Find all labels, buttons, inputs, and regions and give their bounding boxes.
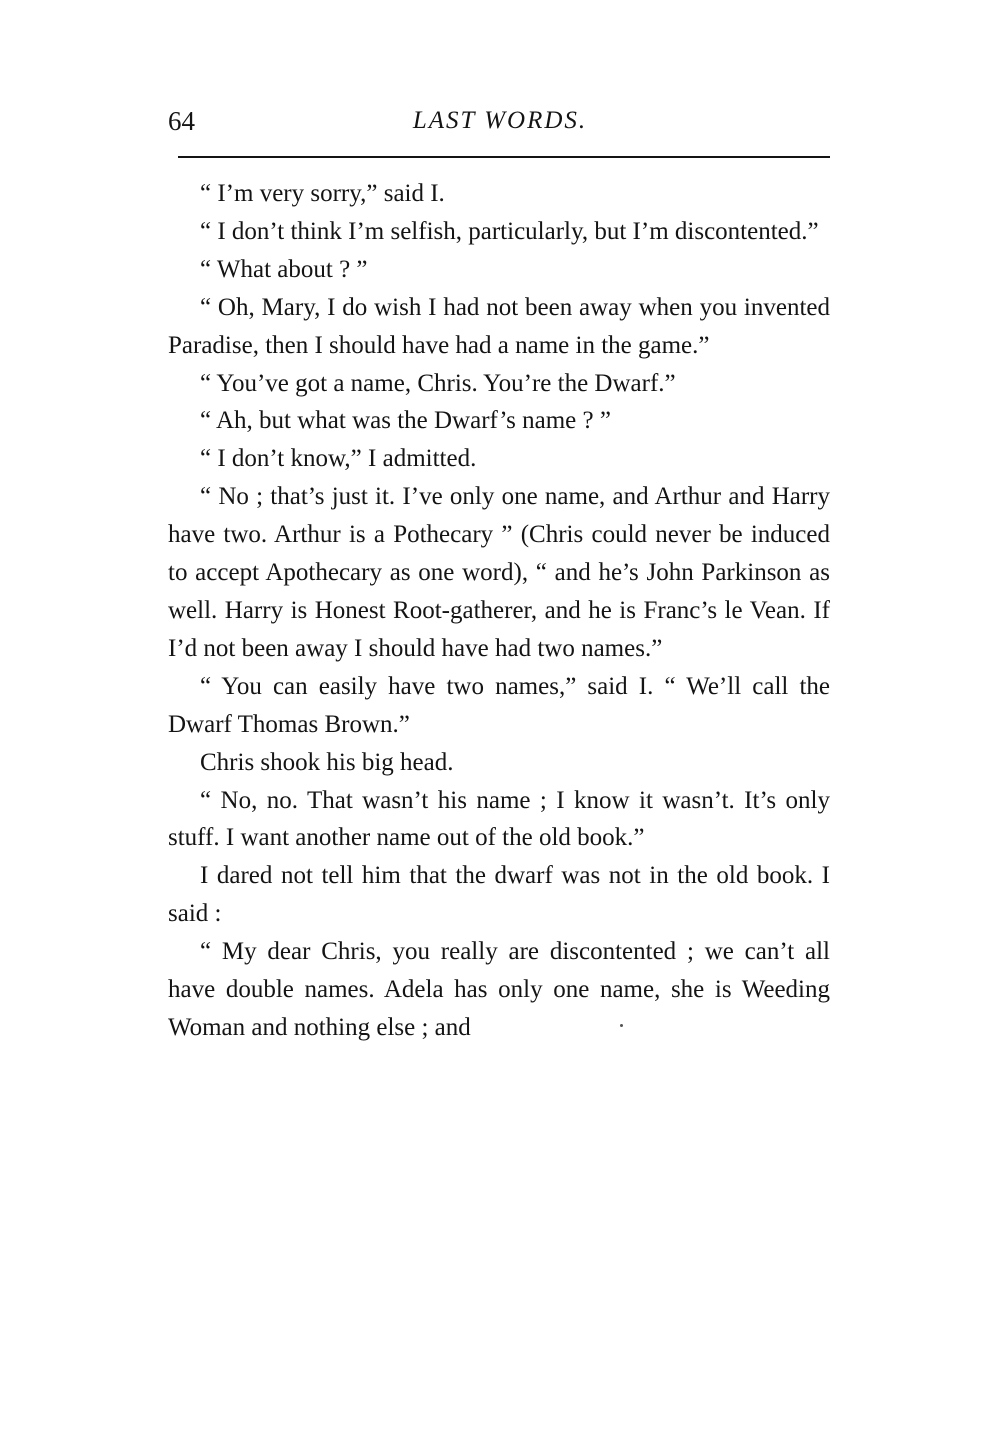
ink-speck xyxy=(620,1024,623,1027)
paragraph: “ What about ? ” xyxy=(200,255,368,283)
paragraph: “ You’ve got a name, Chris. You’re the Dwarf.” xyxy=(200,369,676,397)
paragraph: “ I’m very sorry,” said I. xyxy=(200,180,445,207)
paragraph: “ Oh, Mary, I do wish I had not been away when you invented Paradise, then I should have had a name in the game.” xyxy=(168,293,830,359)
paragraph: “ Ah, but what was the Dwarf’s name ? ” xyxy=(200,407,611,435)
paragraph: “ No ; that’s just it. I’ve only one name, and Arthur and Harry have two. Arthur is a Pothecary ” (Chris could never be induced to accept Apothecary as one word), “ and he’s John Parkinson as well. Harry is Honest Root-gatherer, and he is Franc’s le Vean. If I’d not been away I should have had two names.” xyxy=(168,483,830,662)
paragraph: “ You can easily have two names,” said I. “ We’ll call the Dwarf Thomas Brown.” xyxy=(168,672,830,738)
paragraph: “ No, no. That wasn’t his name ; I know it wasn’t. It’s only stuff. I want another name out of the old book.” xyxy=(168,786,830,852)
body-text xyxy=(168,175,830,1047)
paragraph: “ My dear Chris, you really are discontented ; we can’t all have double names. Adela has only one name, she is Weeding Woman and nothing else ; and xyxy=(168,938,830,1041)
paragraph: “ I don’t know,” I admitted. xyxy=(200,445,477,473)
running-title: LAST WORDS. xyxy=(412,107,588,134)
page-number: 64 xyxy=(168,106,195,136)
paragraph: Chris shook his big head. xyxy=(200,748,454,776)
paragraph: I dared not tell him that the dwarf was not in the old book. I said : xyxy=(168,862,830,928)
header-rule xyxy=(178,156,830,158)
paragraph: “ I don’t think I’m selfish, particularly, but I’m discontented.” xyxy=(200,217,819,245)
